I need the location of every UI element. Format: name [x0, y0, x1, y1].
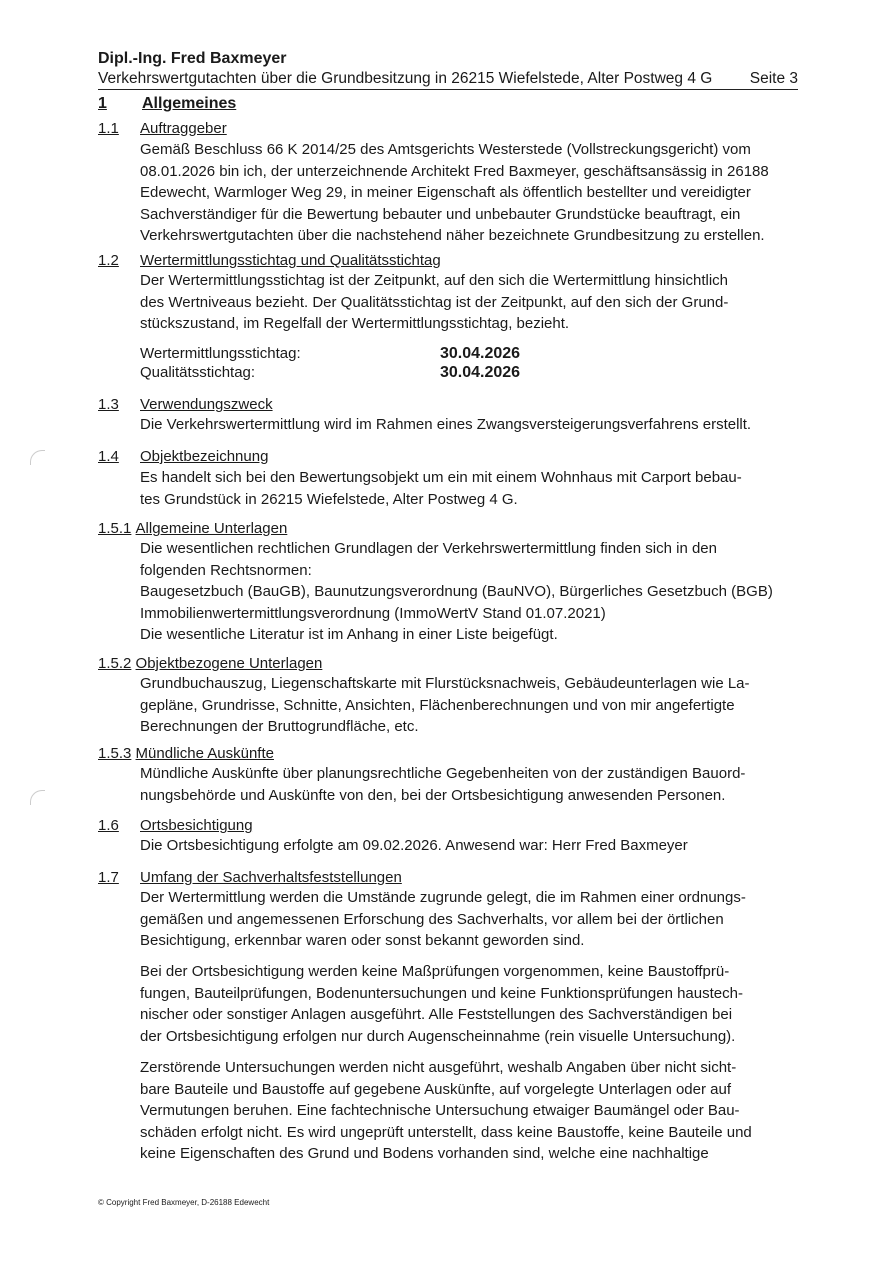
text-line: bare Bauteile und Baustoffe auf gegebene Auskünfte, auf vorgelegte Unterlagen oder auf [140, 1080, 731, 1098]
stichtag-row [140, 344, 520, 363]
copyright-footer: © Copyright Fred Baxmeyer, D-26188 Edewecht [98, 1198, 270, 1207]
paragraph-1-7-c [140, 1057, 798, 1165]
text-line: Baugesetzbuch (BauGB), Baunutzungsverordnung (BauNVO), Bürgerliches Gesetzbuch (BGB) [140, 583, 773, 600]
page-number: Seite 3 [749, 70, 798, 87]
paragraph-1-5-2 [140, 673, 798, 738]
subsection-number: 1.3 [98, 396, 119, 413]
text-line: Besichtigung, erkennbar waren oder sonst bekannt geworden sind. [140, 932, 585, 949]
text-line: stückszustand, im Regelfall der Wertermittlungsstichtag, bezieht. [140, 315, 570, 332]
paragraph-1-1 [140, 139, 798, 247]
scan-artifact [30, 450, 45, 465]
subsection-title: Verwendungszweck [140, 396, 273, 413]
report-subject: Verkehrswertgutachten über die Grundbesitzung in 26215 Wiefelstede, Alter Postweg 4 G [98, 70, 713, 87]
subsection-number: 1.7 [98, 869, 119, 886]
text-line: Zerstörende Untersuchungen werden nicht ausgeführt, weshalb Angaben über nicht sicht- [140, 1059, 737, 1076]
subsection-number: 1.1 [98, 120, 119, 137]
subsection-title: Allgemeine Unterlagen [135, 520, 288, 537]
text-line: gepläne, Grundrisse, Schnitte, Ansichten, Flächenberechnungen und von mir angefertigte [140, 696, 735, 714]
text-line: keine Eigenschaften des Grund und Bodens vorhanden sind, welche eine nachhaltige [140, 1145, 709, 1162]
subsection-title: Ortsbesichtigung [140, 817, 253, 834]
page-header [98, 70, 798, 90]
text-line: der Ortsbesichtigung erfolgen nur durch Augenscheinnahme (rein visuelle Untersuchung). [140, 1027, 736, 1045]
text-line: fungen, Bauteilprüfungen, Bodenuntersuchungen und keine Funktionsprüfungen haustech- [140, 984, 743, 1002]
stichtag-value: 30.04.2026 [440, 345, 521, 362]
paragraph-1-7-b [140, 961, 798, 1047]
text-line: Mündliche Auskünfte über planungsrechtliche Gegebenheiten von der zuständigen Bauord- [140, 765, 746, 782]
subsection-heading-1-5-2 [98, 655, 322, 672]
subsection-number: 1.4 [98, 448, 119, 465]
text-line: nungsbehörde und Auskünfte von den, bei der Ortsbesichtigung anwesenden Personen. [140, 786, 726, 804]
text-line: Die wesentliche Literatur ist im Anhang in einer Liste beigefügt. [140, 626, 558, 643]
subsection-number: 1.6 [98, 817, 119, 834]
subsection-heading-1-4 [98, 448, 268, 465]
subsection-number: 1.5.3 [98, 745, 132, 762]
section-number: 1 [98, 95, 107, 112]
text-line: schäden erfolgt nicht. Es wird ungeprüft unterstellt, dass keine Baustoffe, keine Bauteile und [140, 1123, 752, 1141]
author-name: Dipl.-Ing. Fred Baxmeyer [98, 50, 287, 67]
text-line: tes Grundstück in 26215 Wiefelstede, Alter Postweg 4 G. [140, 490, 518, 508]
text-line: Es handelt sich bei den Bewertungsobjekt um ein mit einem Wohnhaus mit Carport bebau- [140, 469, 742, 486]
subsection-heading-1-2 [98, 252, 441, 269]
scan-artifact [30, 790, 45, 805]
paragraph-1-6 [140, 835, 798, 857]
text-line: des Wertniveaus bezieht. Der Qualitätsstichtag ist der Zeitpunkt, auf den sich der Grund- [140, 293, 729, 311]
subsection-heading-1-1 [98, 120, 227, 137]
text-line: nischer oder sonstiger Anlagen ausgeführt. Alle Feststellungen des Sachverständigen bei [140, 1006, 733, 1023]
subsection-number: 1.2 [98, 252, 119, 269]
text-line: Sachverständiger für die Bewertung bebauter und unbebauter Grundstücke beauftragt, ein [140, 205, 741, 223]
stichtag-label: Wertermittlungsstichtag: [140, 345, 301, 362]
text-line: Verkehrswertgutachten über die nachstehend näher bezeichnete Grundbesitzung zu erstellen. [140, 227, 765, 244]
subsection-number: 1.5.1 [98, 520, 132, 537]
text-line: Immobilienwertermittlungsverordnung (ImmoWertV Stand 01.07.2021) [140, 604, 606, 622]
paragraph-1-2 [140, 270, 798, 335]
text-line: folgenden Rechtsnormen: [140, 561, 312, 579]
subsection-title: Auftraggeber [140, 120, 227, 137]
subsection-heading-1-5-3 [98, 745, 274, 762]
subsection-title: Mündliche Auskünfte [135, 745, 274, 762]
text-line: Die Verkehrswertermittlung wird im Rahmen eines Zwangsversteigerungsverfahrens erstellt. [140, 416, 752, 433]
text-line: 08.01.2026 bin ich, der unterzeichnende Architekt Fred Baxmeyer, geschäftsansässig in 26188 [140, 162, 769, 180]
stichtag-row [140, 363, 520, 382]
subsection-heading-1-6 [98, 817, 253, 834]
stichtag-label: Qualitätsstichtag: [140, 364, 256, 381]
subsection-title: Wertermittlungsstichtag und Qualitätsstichtag [140, 252, 441, 269]
text-line: Gemäß Beschluss 66 K 2014/25 des Amtsgerichts Westerstede (Vollstreckungsgericht) vom [140, 141, 751, 158]
text-line: Der Wertermittlung werden die Umstände zugrunde gelegt, die im Rahmen einer ordnungs- [140, 889, 746, 906]
paragraph-1-5-3 [140, 763, 798, 806]
text-line: Berechnungen der Bruttogrundfläche, etc. [140, 718, 419, 735]
section-heading [98, 95, 236, 113]
stichtag-table [140, 344, 520, 382]
paragraph-1-7-a [140, 887, 798, 952]
subsection-title: Objektbezeichnung [140, 448, 269, 465]
subsection-heading-1-3 [98, 396, 273, 413]
text-line: Bei der Ortsbesichtigung werden keine Maßprüfungen vorgenommen, keine Baustoffprü- [140, 963, 730, 980]
subsection-heading-1-5-1 [98, 520, 287, 537]
text-line: Grundbuchauszug, Liegenschaftskarte mit Flurstücksnachweis, Gebäudeunterlagen wie La- [140, 675, 750, 692]
text-line: gemäßen und angemessenen Erforschung des Sachverhalts, vor allem bei der örtlichen [140, 910, 724, 928]
paragraph-1-4 [140, 467, 798, 510]
subsection-number: 1.5.2 [98, 655, 132, 672]
subsection-title: Objektbezogene Unterlagen [135, 655, 323, 672]
text-line: Der Wertermittlungsstichtag ist der Zeitpunkt, auf den sich die Wertermittlung hinsichtlich [140, 272, 729, 289]
text-line: Die wesentlichen rechtlichen Grundlagen der Verkehrswertermittlung finden sich in den [140, 540, 717, 557]
paragraph-1-5-1 [140, 538, 798, 646]
text-line: Die Ortsbesichtigung erfolgte am 09.02.2026. Anwesend war: Herr Fred Baxmeyer [140, 837, 688, 854]
text-line: Edewecht, Warmloger Weg 29, in meiner Eigenschaft als öffentlich bestellter und vereidigter [140, 184, 751, 201]
subsection-heading-1-7 [98, 869, 402, 886]
subsection-title: Umfang der Sachverhaltsfeststellungen [140, 869, 402, 886]
paragraph-1-3 [140, 414, 798, 436]
section-title: Allgemeines [142, 95, 237, 112]
stichtag-value: 30.04.2026 [440, 364, 521, 381]
text-line: Vermutungen beruhen. Eine fachtechnische Untersuchung etwaiger Baumängel oder Bau- [140, 1102, 740, 1119]
